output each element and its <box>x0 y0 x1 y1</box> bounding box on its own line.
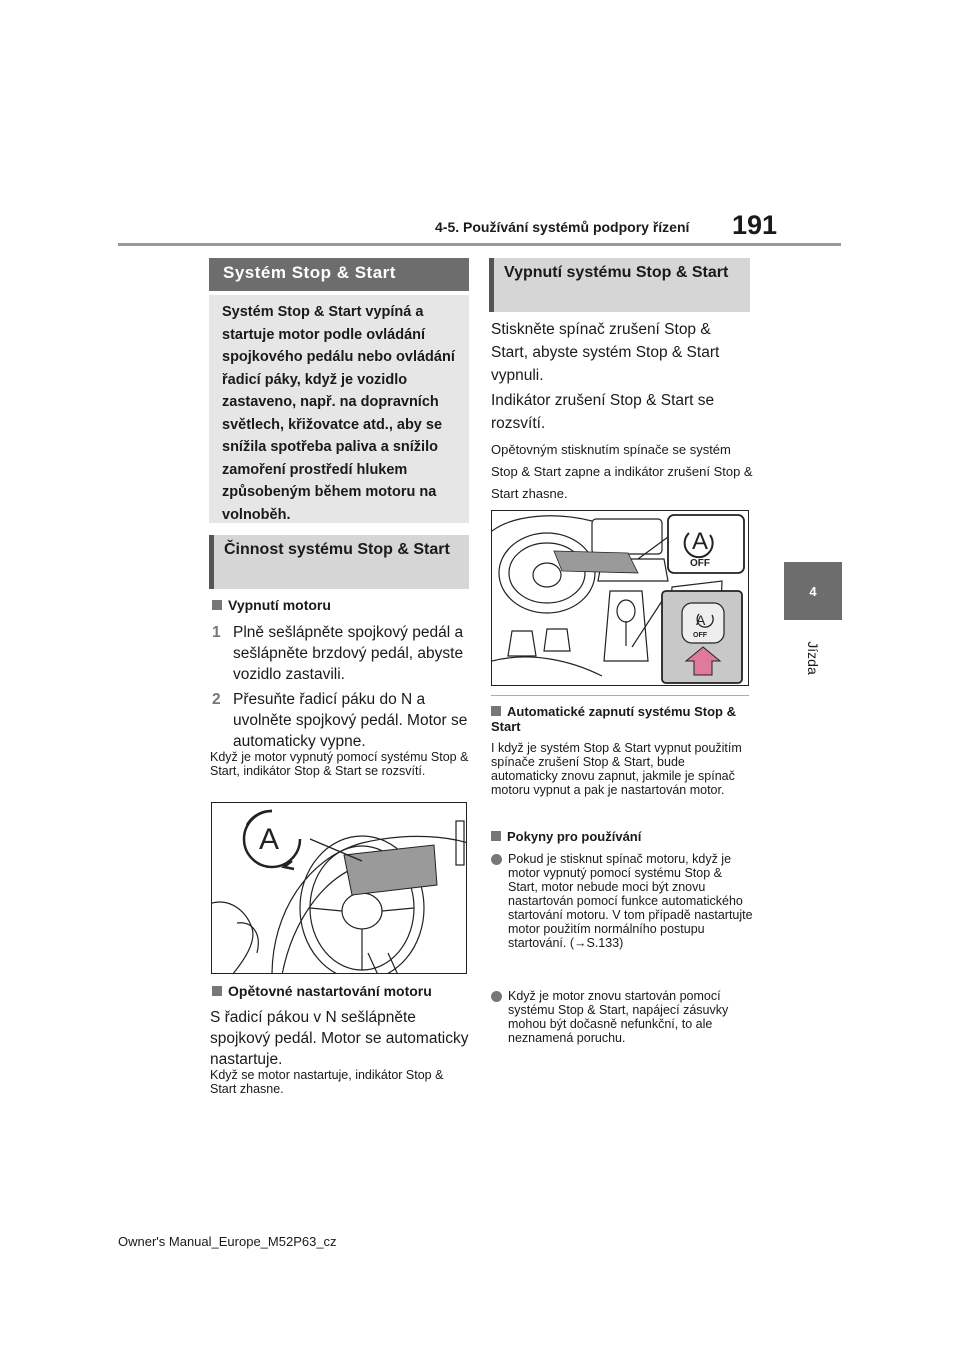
indicator-callout <box>668 515 744 573</box>
indicator-paragraph: Indikátor zrušení Stop & Start se rozsvítí. <box>491 392 715 432</box>
svg-text:OFF: OFF <box>690 558 710 569</box>
header-rule <box>118 243 841 246</box>
auto-enable-paragraph: I když je systém Stop & Start vypnut použitím spínače zrušení Stop & Start, bude automaticky znovu zapnut, jakmile je spínač motoru vypnut a pak je nastartován motor. <box>491 741 742 797</box>
step-number: 2 <box>212 691 221 708</box>
section-heading-disable: Vypnutí systému Stop & Start <box>489 258 750 312</box>
note-indicator-off: Když se motor nastartuje, indikátor Stop & Start zhasne. <box>210 1068 444 1096</box>
square-bullet-icon <box>491 831 501 841</box>
intro-box: Systém Stop & Start vypíná a startuje motor podle ovládání spojkového pedálu nebo ovládání řadicí páky, když je vozidlo zastaveno, např. na dopravních světlech, křižovatce atd., aby se snížila spotřeba paliva a snížilo zamoření prostředí hlukem způsobeným během motoru na volnoběh. <box>209 295 469 523</box>
chapter-tab <box>784 562 842 620</box>
step-1 <box>212 622 472 683</box>
subheading-auto-enable: Automatické zapnutí systému Stop & Start <box>491 704 736 734</box>
svg-text:A: A <box>259 823 280 856</box>
bullet-dot-icon <box>491 854 502 865</box>
step-2 <box>212 689 472 750</box>
svg-text:A: A <box>692 528 709 555</box>
figure-cancel-switch <box>491 510 749 686</box>
svg-text:A: A <box>696 612 706 628</box>
step-text: Plně sešlápněte spojkový pedál a sešlápněte brzdový pedál, abyste vozidlo zastavili. <box>233 624 464 683</box>
section-heading-operation: Činnost systému Stop & Start <box>209 535 469 589</box>
running-header: 4-5. Používání systémů podpory řízení <box>435 219 690 235</box>
chapter-number: 4 <box>809 583 817 599</box>
subheading-engine-stop: Vypnutí motoru <box>212 597 331 613</box>
chapter-label: Jízda <box>805 641 821 675</box>
bullet-dot-icon <box>491 991 502 1002</box>
page-footer: Owner's Manual_Europe_M52P63_cz <box>118 1234 337 1249</box>
page-number: 191 <box>732 210 778 240</box>
subheading-usage: Pokyny pro používání <box>491 829 641 844</box>
step-text: Přesuňte řadicí páku do N a uvolněte spojkový pedál. Motor se automaticky vypne. <box>233 691 468 750</box>
section-heading-stop-start: Systém Stop & Start <box>209 258 469 291</box>
note-reenable: Opětovným stisknutím spínače se systém Stop & Start zapne a indikátor zrušení Stop & Start zhasne. <box>491 442 753 501</box>
figure-instrument-cluster <box>211 802 467 974</box>
square-bullet-icon <box>491 706 501 716</box>
svg-text:OFF: OFF <box>693 632 707 639</box>
step-number: 1 <box>212 624 221 641</box>
square-bullet-icon <box>212 986 222 996</box>
figure-rule <box>491 695 749 696</box>
square-bullet-icon <box>212 600 222 610</box>
cancel-switch-illustration <box>492 511 749 686</box>
switch-callout <box>662 591 742 683</box>
restart-paragraph: S řadicí pákou v N sešlápněte spojkový pedál. Motor se automaticky nastartuje. <box>210 1009 469 1068</box>
note-indicator-on: Když je motor vypnutý pomocí systému Stop & Start, indikátor Stop & Start se rozsvítí. <box>210 750 469 778</box>
disable-paragraph: Stiskněte spínač zrušení Stop & Start, abyste systém Stop & Start vypnuli. <box>491 321 720 384</box>
instrument-cluster-illustration <box>212 803 467 974</box>
subheading-restart: Opětovné nastartování motoru <box>212 983 432 999</box>
